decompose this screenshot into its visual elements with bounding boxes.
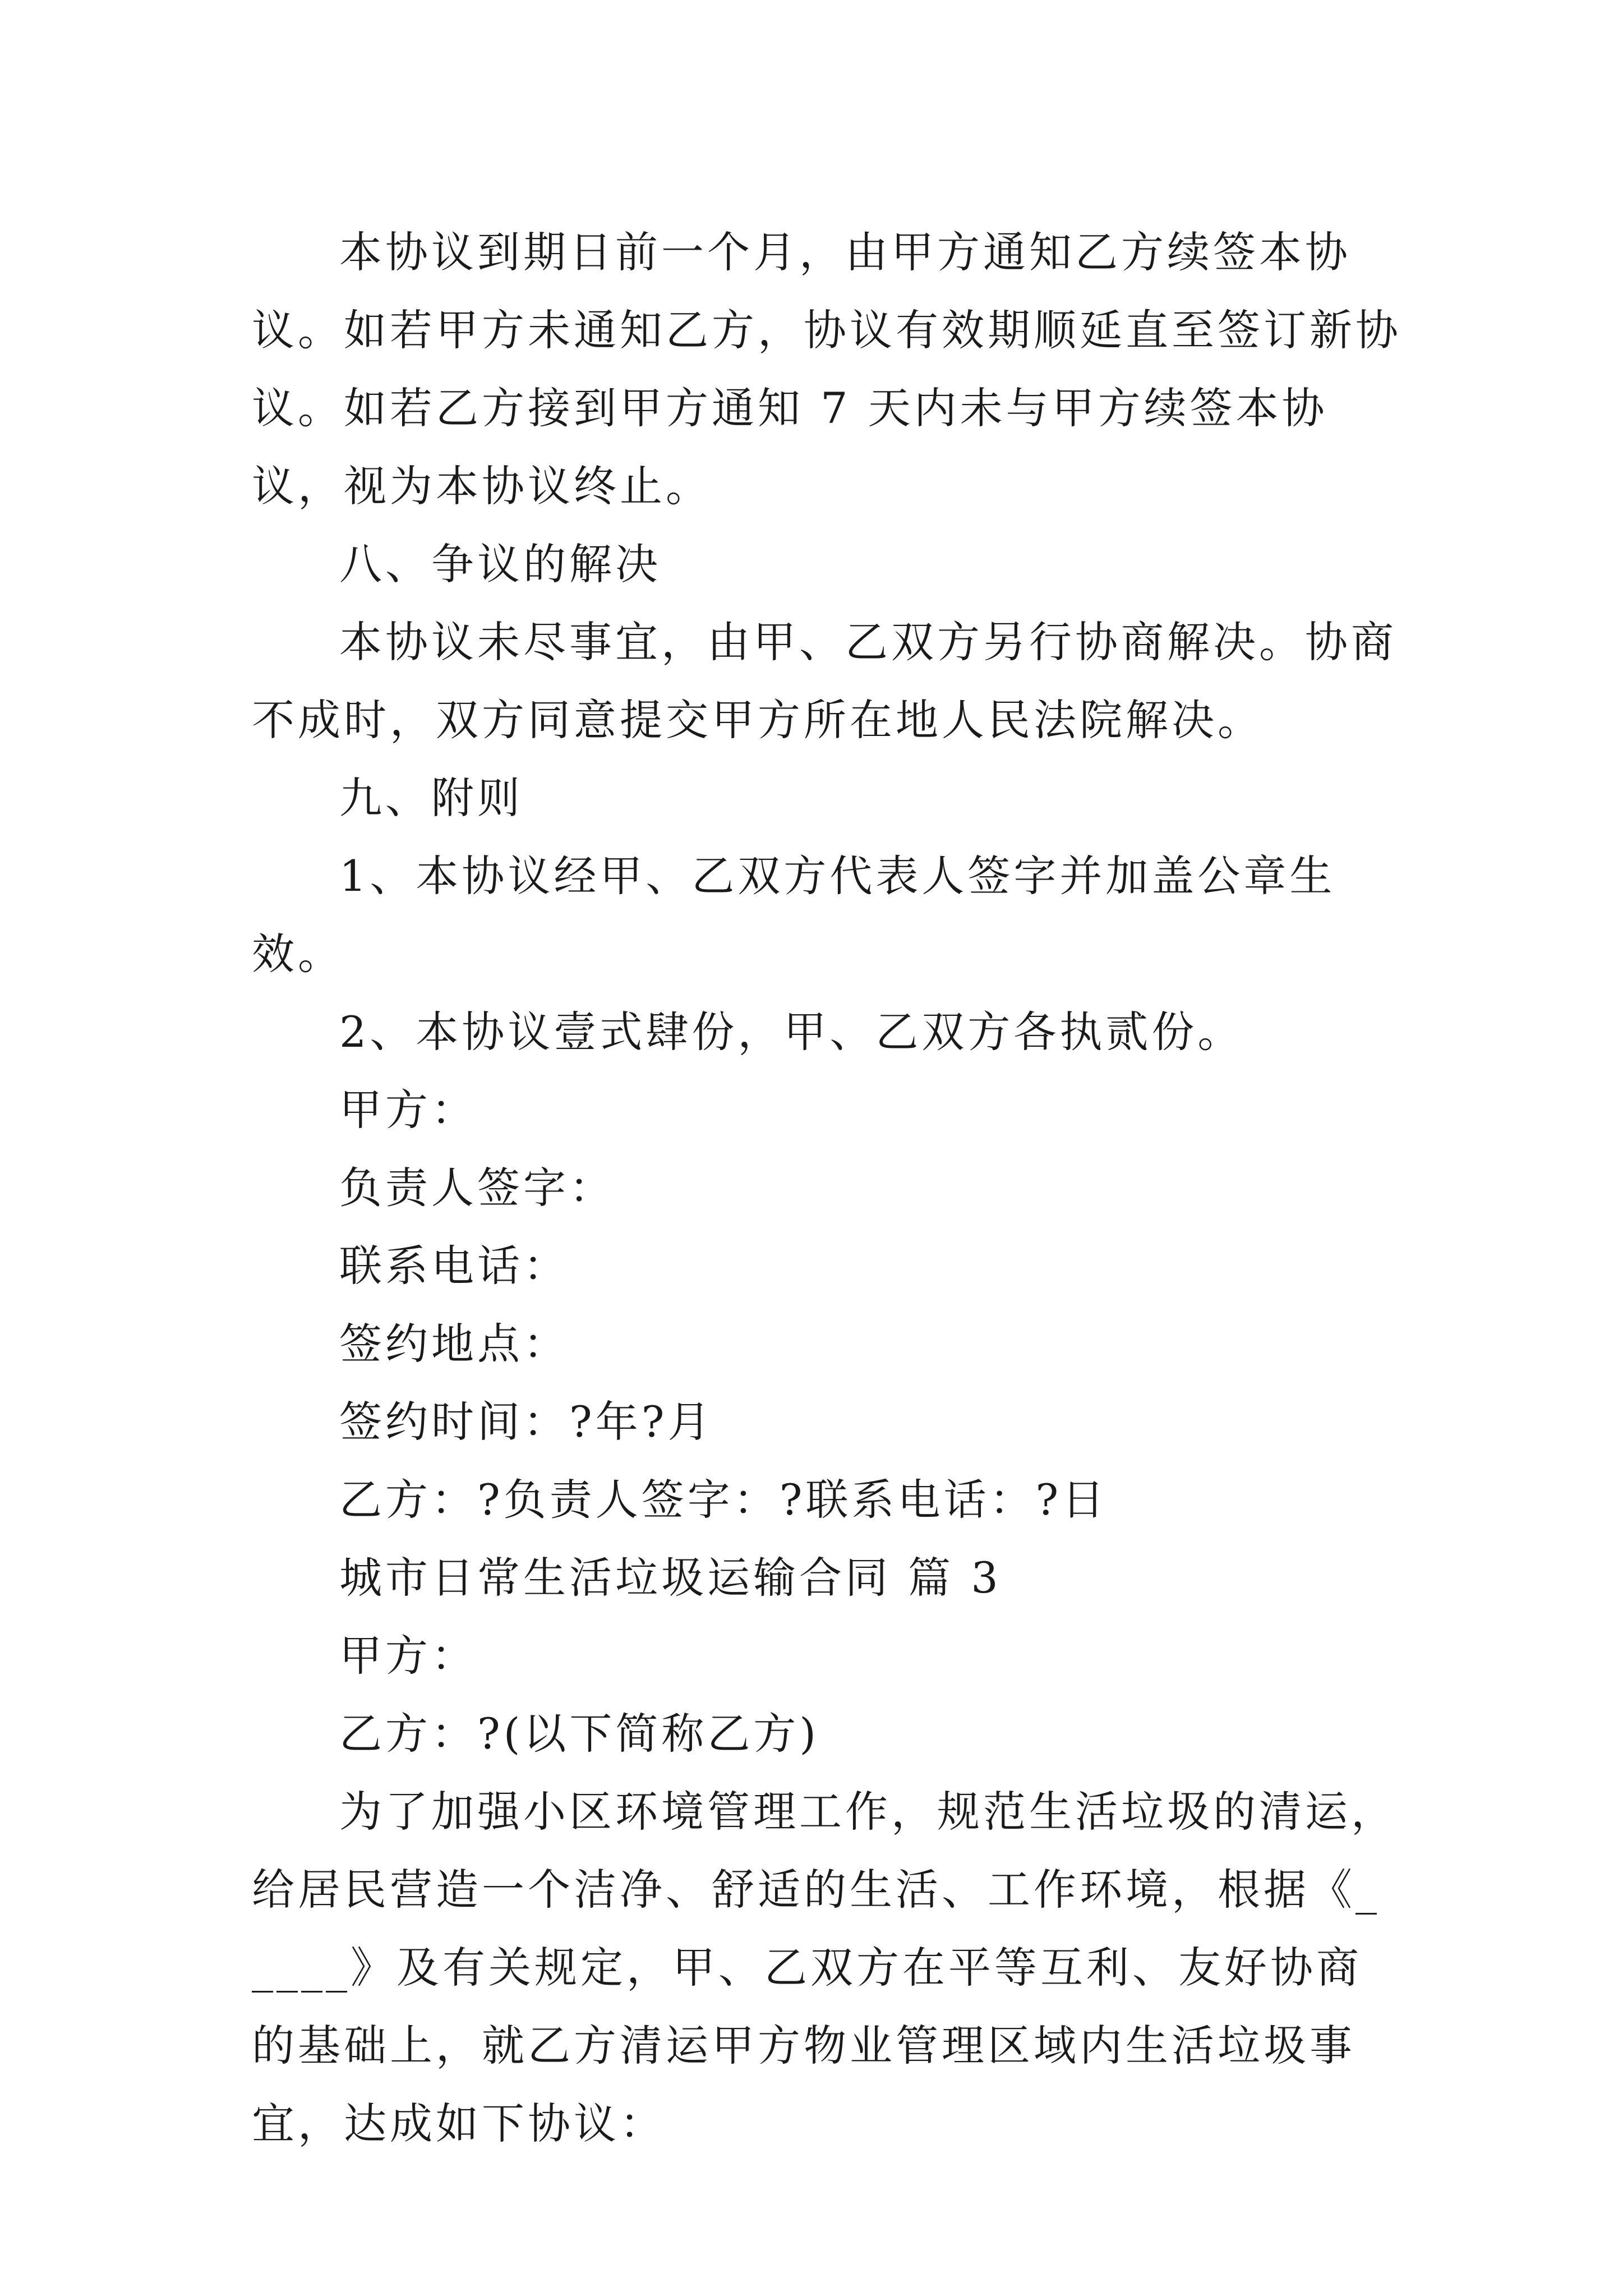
section-title: 城市日常生活垃圾运输合同 篇 3 xyxy=(339,1553,1002,1603)
paragraph-renewal: 本协议到期日前一个月，由甲方通知乙方续签本协议。如若甲方未通知乙方，协议有效期顺延直至签订新协议。如若乙方接到甲方通知 7 天内未与甲方续签本协议，视为本协议终止。 xyxy=(252,227,1401,511)
phone-label: 联系电话： xyxy=(339,1241,569,1291)
signatory-label: 负责人签字： xyxy=(339,1163,615,1213)
party-b-label-2: 乙方：?(以下简称乙方) xyxy=(339,1709,820,1759)
signing-place-label: 签约地点： xyxy=(339,1319,569,1369)
document-body xyxy=(252,213,1401,2162)
heading-supplementary: 九、附则 xyxy=(339,773,523,823)
clause-effective: 1、本协议经甲、乙双方代表人签字并加盖公章生效。 xyxy=(252,851,1336,979)
paragraph-dispute: 本协议未尽事宜，由甲、乙双方另行协商解决。协商不成时，双方同意提交甲方所在地人民法院解决。 xyxy=(252,617,1397,745)
party-b-line: 乙方：?负责人签字：?联系电话：?日 xyxy=(339,1475,1108,1525)
party-a-label: 甲方： xyxy=(339,1085,477,1135)
signing-time-label: 签约时间：?年?月 xyxy=(339,1397,714,1447)
party-a-label-2: 甲方： xyxy=(339,1631,477,1681)
clause-copies: 2、本协议壹式肆份，甲、乙双方各执贰份。 xyxy=(339,1007,1244,1057)
heading-dispute-resolution: 八、争议的解决 xyxy=(339,539,661,589)
paragraph-preamble: 为了加强小区环境管理工作，规范生活垃圾的清运，给居民营造一个洁净、舒适的生活、工作环境，根据《_____》及有关规定，甲、乙双方在平等互利、友好协商的基础上，就乙方清运甲方物业管理区域内生活垃圾事宜，达成如下协议： xyxy=(252,1787,1397,2148)
